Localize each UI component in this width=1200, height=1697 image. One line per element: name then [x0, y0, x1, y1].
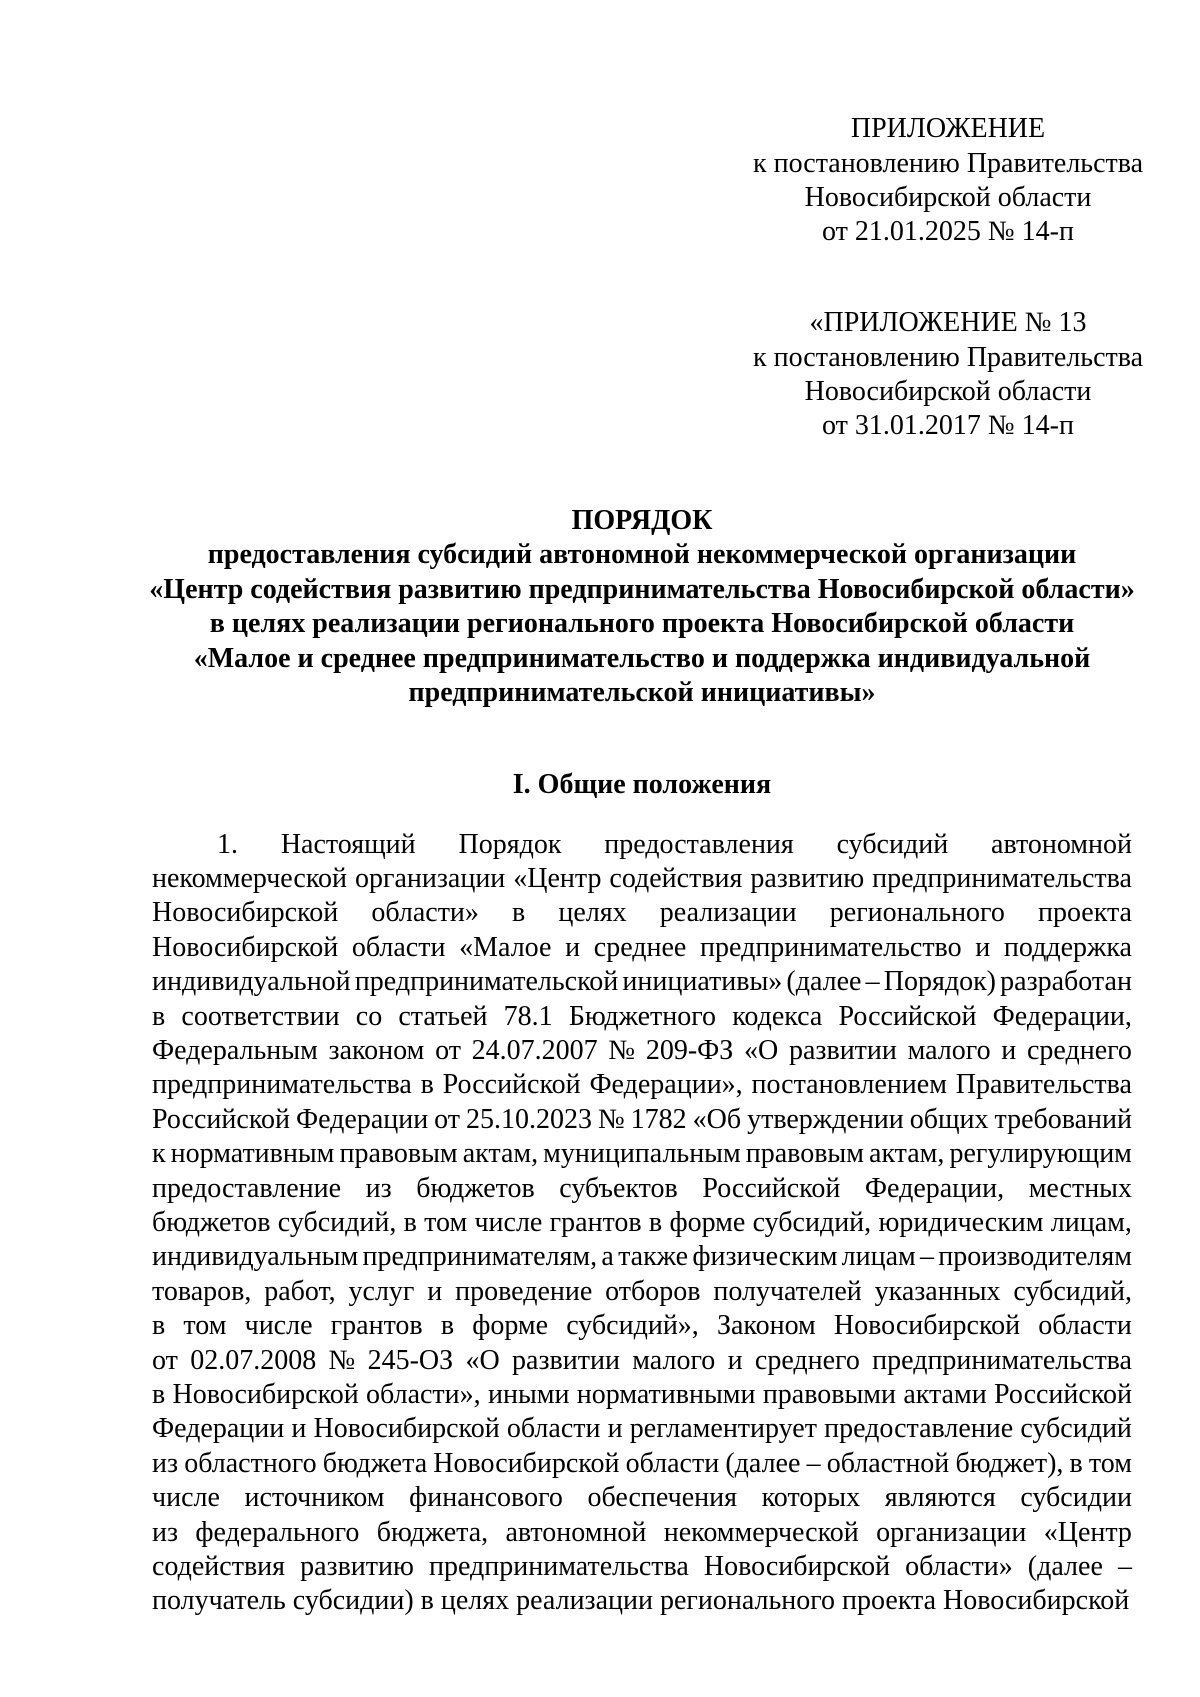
paragraph-word: из	[152, 1517, 179, 1548]
paragraph-word: Российской	[442, 1069, 581, 1100]
paragraph-word: финансового	[409, 1482, 563, 1513]
paragraph-word: «О	[465, 1345, 500, 1376]
paragraph-word: также	[618, 1241, 689, 1272]
paragraph-word: Российской	[994, 1379, 1132, 1410]
paragraph-word: №	[328, 1345, 356, 1376]
paragraph-line	[152, 1481, 1132, 1515]
paragraph-word: в	[440, 1310, 455, 1341]
paragraph-word: в	[152, 1310, 166, 1341]
appendix-title: ПРИЛОЖЕНИЕ	[850, 113, 1046, 144]
paragraph-word: регулирующим	[949, 1138, 1132, 1169]
paragraph-word: Федерации	[295, 1104, 429, 1135]
paragraph-word: №	[597, 1104, 625, 1135]
paragraph-word: инициативы»	[622, 966, 783, 997]
paragraph-word: правовым	[339, 1138, 458, 1169]
paragraph-word: бюджет),	[955, 1448, 1064, 1479]
paragraph-word: «Центр	[1043, 1517, 1132, 1548]
paragraph-word: товаров,	[152, 1276, 252, 1307]
paragraph-word: области	[506, 1413, 601, 1444]
paragraph-word: из	[152, 1448, 179, 1479]
paragraph-word: а	[601, 1241, 614, 1272]
paragraph-word: от	[435, 1035, 461, 1066]
appendix13-line-1: к постановлению Правительства	[752, 342, 1144, 373]
paragraph-word: 02.07.2008	[190, 1345, 317, 1376]
paragraph-word: актам,	[462, 1138, 539, 1169]
paragraph-word: реализации	[659, 897, 797, 928]
paragraph-line	[152, 1550, 1132, 1584]
paragraph-word: Российской	[838, 1001, 977, 1032]
paragraph-word: актам,	[869, 1138, 945, 1169]
paragraph-word: среднего	[1027, 1035, 1132, 1066]
paragraph-word: области»	[371, 897, 479, 928]
paragraph-word: областного	[184, 1448, 317, 1479]
paragraph-word: области»	[905, 1551, 1013, 1582]
paragraph-word: предпринимательской	[354, 966, 619, 997]
paragraph-word: Настоящий	[280, 829, 416, 860]
paragraph-word: Новосибирской	[313, 1413, 500, 1444]
paragraph-word: в	[512, 897, 526, 928]
paragraph-word: лицам	[841, 1241, 916, 1272]
paragraph-word: предпринимательства	[872, 1345, 1132, 1376]
paragraph-word: Законом	[716, 1310, 816, 1341]
document-subtitle-line-3: в целях реализации регионального проекта Новосибирской области	[209, 608, 1075, 639]
paragraph-word: лицам,	[1050, 1207, 1132, 1238]
paragraph-word: областной	[826, 1448, 950, 1479]
paragraph-word: развитии	[512, 1345, 620, 1376]
paragraph-word: субсидии	[1020, 1482, 1132, 1513]
paragraph-word: предоставление	[824, 1413, 1014, 1444]
appendix-line-2: Новосибирской области	[804, 182, 1092, 213]
paragraph-word: «О	[744, 1035, 779, 1066]
paragraph-line	[152, 1206, 1132, 1240]
section-title: I. Общие положения	[512, 769, 772, 800]
paragraph-word: автономной	[505, 1517, 647, 1548]
paragraph-word: Федеральным	[152, 1035, 318, 1066]
paragraph-word: иными	[487, 1379, 570, 1410]
paragraph-word: Российской	[152, 1104, 290, 1135]
paragraph-word: области»,	[366, 1379, 481, 1410]
paragraph-word: субсидий	[836, 829, 949, 860]
paragraph-word: Новосибирской	[172, 1379, 359, 1410]
paragraph-word: и	[565, 932, 581, 963]
paragraph-word: «Центр	[513, 863, 602, 894]
paragraph-word: актами	[903, 1379, 987, 1410]
paragraph-word: утверждении	[747, 1104, 904, 1135]
paragraph-word: в	[152, 1379, 166, 1410]
paragraph-word: в	[152, 1001, 166, 1032]
paragraph-word: кодекса	[732, 1001, 823, 1032]
paragraph-word: проведение	[455, 1276, 593, 1307]
paragraph-word: 1782	[630, 1104, 687, 1135]
document-subtitle-line-5: предпринимательской инициативы»	[408, 677, 876, 708]
paragraph-word: нормативным	[170, 1138, 335, 1169]
paragraph-word: (далее	[786, 966, 862, 997]
paragraph-word: указанных	[874, 1276, 1001, 1307]
paragraph-word: и	[607, 1413, 623, 1444]
paragraph-word: том	[424, 1207, 468, 1238]
paragraph-word: в	[648, 1207, 663, 1238]
paragraph-word: развитию	[750, 863, 865, 894]
paragraph-word: предпринимательства	[152, 1069, 412, 1100]
paragraph-word: 245-ОЗ	[367, 1345, 454, 1376]
paragraph-word: содействия	[609, 863, 743, 894]
paragraph-word: грантов	[330, 1310, 423, 1341]
paragraph-line	[152, 1447, 1132, 1481]
paragraph-word: в	[420, 1069, 434, 1100]
paragraph-word: Российской	[702, 1173, 841, 1204]
paragraph-word: Новосибирской	[152, 932, 339, 963]
paragraph-word: малого	[632, 1345, 716, 1376]
paragraph-word: получателей	[713, 1276, 862, 1307]
paragraph-line	[152, 1034, 1132, 1068]
appendix13-line-3: от 31.01.2017 № 14-п	[822, 410, 1074, 441]
paragraph-word: –	[865, 966, 880, 997]
paragraph-word: со	[355, 1001, 383, 1032]
paragraph-word: некоммерческой	[663, 1517, 859, 1548]
paragraph-word: некоммерческой	[152, 863, 348, 894]
paragraph-word: Порядок)	[883, 966, 997, 997]
paragraph-word: работ,	[264, 1276, 336, 1307]
paragraph-line	[152, 1275, 1132, 1309]
paragraph-word: Федерации,	[992, 1001, 1132, 1032]
paragraph-word: –	[1117, 1551, 1132, 1582]
paragraph-word: (далее	[725, 1448, 801, 1479]
paragraph-word: бюджетов	[416, 1173, 535, 1204]
paragraph-line	[152, 1412, 1132, 1446]
paragraph-word: организации	[876, 1517, 1027, 1548]
paragraph-word: разработан	[1000, 966, 1132, 997]
paragraph-line	[152, 1103, 1132, 1137]
paragraph-word: индивидуальным	[152, 1241, 359, 1272]
paragraph-line	[152, 1516, 1132, 1550]
paragraph-word: являются	[884, 1482, 996, 1513]
appendix-line-3: от 21.01.2025 № 14-п	[822, 216, 1074, 247]
paragraph-word: 24.07.2007	[471, 1035, 598, 1066]
paragraph-word: –	[806, 1448, 821, 1479]
paragraph-word: –	[920, 1241, 934, 1272]
paragraph-word: предпринимательство	[700, 932, 962, 963]
paragraph-word: 78.1	[503, 1001, 553, 1032]
paragraph-word: области	[351, 932, 446, 963]
document-title: ПОРЯДОК	[571, 505, 713, 536]
document-subtitle-line-4: «Малое и среднее предпринимательство и поддержка индивидуальной	[193, 643, 1091, 674]
paragraph-word: проекта	[1037, 897, 1132, 928]
paragraph-line	[217, 828, 1132, 862]
paragraph-word: субсидий»,	[566, 1310, 699, 1341]
paragraph-word: нормативными	[576, 1379, 756, 1410]
paragraph-word: бюджетов	[152, 1207, 271, 1238]
paragraph-word: Порядок	[458, 829, 562, 860]
paragraph-word: физическим	[692, 1241, 838, 1272]
paragraph-word: отборов	[605, 1276, 701, 1307]
paragraph-word: субсидий,	[277, 1207, 397, 1238]
paragraph-word: регламентирует	[629, 1413, 817, 1444]
paragraph-line	[152, 896, 1132, 930]
paragraph-word: общих	[909, 1104, 989, 1135]
paragraph-line	[152, 1344, 1132, 1378]
paragraph-word: обеспечения	[587, 1482, 738, 1513]
paragraph-word: субсидий,	[752, 1207, 872, 1238]
paragraph-word: поддержка	[1003, 932, 1132, 963]
paragraph-word: «Малое	[459, 932, 552, 963]
paragraph-word: индивидуальной	[152, 966, 351, 997]
paragraph-word: правовыми	[762, 1379, 896, 1410]
paragraph-line: получатель субсидии) в целях реализации регионального проекта Новосибирской	[152, 1585, 1130, 1616]
paragraph-word: муниципальным	[543, 1138, 741, 1169]
paragraph-word: производителям	[938, 1241, 1132, 1272]
paragraph-word: и	[727, 1345, 743, 1376]
paragraph-word: бюджета,	[376, 1517, 489, 1548]
paragraph-word: автономной	[991, 829, 1132, 860]
paragraph-word: предпринимательства	[872, 863, 1132, 894]
paragraph-word: числе	[244, 1310, 313, 1341]
paragraph-word: статьей	[398, 1001, 488, 1032]
paragraph-word: местных	[1028, 1173, 1132, 1204]
paragraph-word: бюджета	[322, 1448, 428, 1479]
paragraph-word: в	[1069, 1448, 1083, 1479]
paragraph-line	[152, 1172, 1132, 1206]
paragraph-word: Новосибирской	[152, 897, 339, 928]
paragraph-line	[152, 1378, 1132, 1412]
paragraph-word: федерального	[195, 1517, 360, 1548]
paragraph-word: Новосибирской	[833, 1310, 1021, 1341]
paragraph-word: области	[625, 1448, 720, 1479]
paragraph-word: и	[1001, 1035, 1017, 1066]
paragraph-line	[152, 965, 1132, 999]
paragraph-word: содействия	[152, 1551, 286, 1582]
paragraph-word: субсидий	[1020, 1413, 1132, 1444]
paragraph-word: из	[365, 1173, 392, 1204]
paragraph-word: в	[403, 1207, 417, 1238]
paragraph-word: постановлением	[751, 1069, 947, 1100]
paragraph-word: организации	[354, 863, 506, 894]
appendix13-line-2: Новосибирской области	[804, 376, 1092, 407]
paragraph-word: (далее	[1027, 1551, 1103, 1582]
paragraph-line	[152, 1240, 1132, 1274]
paragraph-word: Федерации,	[864, 1173, 1005, 1204]
paragraph-word: малого	[907, 1035, 991, 1066]
paragraph-word: предпринимательства	[429, 1551, 689, 1582]
paragraph-word: источником	[244, 1482, 385, 1513]
paragraph-word: 25.10.2023	[466, 1104, 593, 1135]
paragraph-word: предпринимателям,	[362, 1241, 598, 1272]
paragraph-word: и	[291, 1413, 307, 1444]
paragraph-word: среднего	[754, 1345, 860, 1376]
paragraph-word: форме	[472, 1310, 549, 1341]
paragraph-word: числе	[474, 1207, 543, 1238]
paragraph-word: субсидий,	[1013, 1276, 1132, 1307]
paragraph-word: юридическим	[878, 1207, 1044, 1238]
paragraph-word: которых	[761, 1482, 861, 1513]
paragraph-word: требований	[994, 1104, 1132, 1135]
paragraph-word: регионального	[829, 897, 1005, 928]
paragraph-word: том	[183, 1310, 227, 1341]
paragraph-line	[152, 862, 1132, 896]
paragraph-word: области	[1038, 1310, 1132, 1341]
paragraph-word: том	[1088, 1448, 1132, 1479]
paragraph-line	[152, 1137, 1132, 1171]
paragraph-word: предоставление	[152, 1173, 342, 1204]
paragraph-word: форме	[669, 1207, 746, 1238]
paragraph-word: от	[434, 1104, 461, 1135]
paragraph-word: к	[152, 1138, 166, 1169]
paragraph-word: грантов	[549, 1207, 642, 1238]
paragraph-word: целях	[558, 897, 627, 928]
paragraph-word: правовым	[745, 1138, 864, 1169]
paragraph-word: среднее	[593, 932, 687, 963]
paragraph-word: и	[427, 1276, 443, 1307]
paragraph-word: числе	[152, 1482, 220, 1513]
appendix13-title: «ПРИЛОЖЕНИЕ № 13	[809, 307, 1087, 338]
paragraph-word: от	[152, 1345, 178, 1376]
paragraph-word: Федерации»,	[589, 1069, 743, 1100]
paragraph-word: Новосибирской	[703, 1551, 891, 1582]
paragraph-word: «Об	[692, 1104, 742, 1135]
paragraph-word: законом	[328, 1035, 425, 1066]
paragraph-word: Федерации	[152, 1413, 285, 1444]
paragraph-word: 209-ФЗ	[645, 1035, 734, 1066]
document-subtitle-line-1: предоставления субсидий автономной некоммерческой организации	[207, 539, 1077, 570]
paragraph-line	[152, 1309, 1132, 1343]
document-subtitle-line-2: «Центр содействия развитию предпринимательства Новосибирской области»	[149, 574, 1135, 605]
paragraph-line	[152, 931, 1132, 965]
paragraph-word: Новосибирской	[433, 1448, 620, 1479]
paragraph-word: субъектов	[559, 1173, 678, 1204]
appendix-line-1: к постановлению Правительства	[752, 148, 1144, 179]
paragraph-word: Правительства	[955, 1069, 1132, 1100]
paragraph-line	[152, 1000, 1132, 1034]
paragraph-word: услуг	[348, 1276, 415, 1307]
paragraph-word: развитию	[300, 1551, 414, 1582]
paragraph-word: Бюджетного	[568, 1001, 717, 1032]
paragraph-word: №	[608, 1035, 636, 1066]
paragraph-word: соответствии	[181, 1001, 340, 1032]
paragraph-line	[152, 1068, 1132, 1102]
paragraph-word: предоставления	[604, 829, 794, 860]
paragraph-word: 1.	[217, 829, 238, 860]
paragraph-word: развитии	[788, 1035, 897, 1066]
paragraph-word: и	[975, 932, 991, 963]
